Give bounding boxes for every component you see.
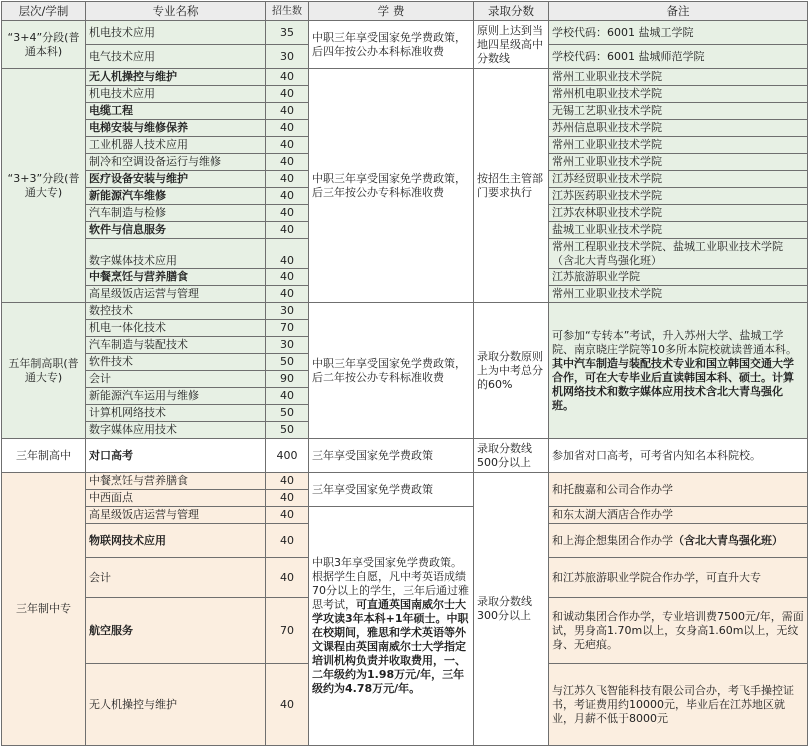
count-cell: 40 xyxy=(266,239,309,269)
major-cell: 医疗设备安装与维护 xyxy=(86,171,266,188)
count-cell: 40 xyxy=(266,524,309,558)
major-cell: 会计 xyxy=(86,558,266,598)
major-cell: 中餐烹饪与营养膳食 xyxy=(86,473,266,490)
count-cell: 40 xyxy=(266,222,309,239)
header-major: 专业名称 xyxy=(86,2,266,21)
note-text: 和上海企想集团合作办学 xyxy=(552,533,673,547)
note-cell: 和江苏旅游职业学院合作办学，可直升大专 xyxy=(549,558,808,598)
major-cell: 软件技术 xyxy=(86,354,266,371)
fee-text: 中职3年享受国家免学费政策。根据学生自愿，凡中考英语成绩70分以上的学生，三年后通过雅思考试， xyxy=(312,556,469,611)
note-cell xyxy=(549,303,808,439)
note-cell: 苏州信息职业技术学院 xyxy=(549,120,808,137)
major-cell: 新能源汽车运用与维修 xyxy=(86,388,266,405)
note-cell: 江苏医药职业技术学院 xyxy=(549,188,808,205)
count-cell: 35 xyxy=(266,21,309,45)
major-cell: 数字媒体技术应用 xyxy=(86,239,266,269)
note-cell: 常州工程职业技术学院、盐城工业职业技术学院（含北大青鸟强化班） xyxy=(549,239,808,269)
count-cell: 40 xyxy=(266,269,309,286)
fee-cell: 三年享受国家免学费政策 xyxy=(309,473,474,507)
major-cell: 制冷和空调设备运行与维修 xyxy=(86,154,266,171)
major-cell: 计算机网络技术 xyxy=(86,405,266,422)
score-cell: 录取分数线500分以上 xyxy=(474,439,549,473)
table-row xyxy=(2,507,808,524)
level-cell: 三年制高中 xyxy=(2,439,86,473)
count-cell: 40 xyxy=(266,137,309,154)
major-cell: 高星级饭店运营与管理 xyxy=(86,286,266,303)
count-cell: 40 xyxy=(266,205,309,222)
level-cell: “3+4”分段(普通本科) xyxy=(2,21,86,69)
note-cell: 常州工业职业技术学院 xyxy=(549,154,808,171)
fee-cell xyxy=(309,507,474,746)
note-cell: 学校代码：6001 盐城工学院 xyxy=(549,21,808,45)
count-cell: 70 xyxy=(266,320,309,337)
major-cell: 新能源汽车维修 xyxy=(86,188,266,205)
note-cell: 江苏经贸职业技术学院 xyxy=(549,171,808,188)
major-cell: 中西面点 xyxy=(86,490,266,507)
table-row xyxy=(2,439,808,473)
major-cell: 电气技术应用 xyxy=(86,45,266,69)
major-cell: 机电一体化技术 xyxy=(86,320,266,337)
table-row xyxy=(2,69,808,86)
count-cell: 40 xyxy=(266,154,309,171)
count-cell: 30 xyxy=(266,45,309,69)
note-cell: 江苏旅游职业学院 xyxy=(549,269,808,286)
count-cell: 40 xyxy=(266,507,309,524)
header-count: 招生数 xyxy=(266,2,309,21)
note-cell: 学校代码：6001 盐城师范学院 xyxy=(549,45,808,69)
major-cell: 数控技术 xyxy=(86,303,266,320)
table-row xyxy=(2,303,808,320)
fee-cell: 中职三年享受国家免学费政策，后四年按公办本科标准收费 xyxy=(309,21,474,69)
count-cell: 40 xyxy=(266,188,309,205)
major-cell: 中餐烹饪与营养膳食 xyxy=(86,269,266,286)
count-cell: 40 xyxy=(266,388,309,405)
note-cell: 常州工业职业技术学院 xyxy=(549,69,808,86)
header-score: 录取分数 xyxy=(474,2,549,21)
level-cell: 三年制中专 xyxy=(2,473,86,746)
count-cell: 30 xyxy=(266,303,309,320)
note-cell: 常州工业职业技术学院 xyxy=(549,137,808,154)
score-cell: 录取分数原则上为中考总分的60% xyxy=(474,303,549,439)
fee-highlight: 可直通英国南威尔士大学攻读3年本科+1年硕士。中职在校期间，雅思和学术英语等外文课程由英国南威尔士大学指定培训机构负责并收取费用，一、二年级约为1.98万元/年，三年级约为4.78万元/年。 xyxy=(312,598,469,695)
note-cell: 常州机电职业技术学院 xyxy=(549,86,808,103)
fee-cell: 中职三年享受国家免学费政策，后三年按公办专科标准收费 xyxy=(309,69,474,303)
major-cell: 物联网技术应用 xyxy=(86,524,266,558)
score-cell: 原则上达到当地四星级高中分数线 xyxy=(474,21,549,69)
major-cell: 会计 xyxy=(86,371,266,388)
major-cell: 机电技术应用 xyxy=(86,86,266,103)
count-cell: 40 xyxy=(266,171,309,188)
major-cell: 工业机器人技术应用 xyxy=(86,137,266,154)
level-cell: 五年制高职(普通大专) xyxy=(2,303,86,439)
note-text: 可参加“专转本”考试，升入苏州大学、盐城工学院、南京晓庄学院等10多所本院校就读普通本科。 xyxy=(552,328,797,356)
note-cell: 和托馥嘉和公司合作办学 xyxy=(549,473,808,507)
table-row xyxy=(2,473,808,490)
count-cell: 40 xyxy=(266,120,309,137)
header-row xyxy=(2,2,808,21)
score-cell: 按招生主管部门要求执行 xyxy=(474,69,549,303)
header-level: 层次/学制 xyxy=(2,2,86,21)
header-fee: 学 费 xyxy=(309,2,474,21)
note-cell: 无锡工艺职业技术学院 xyxy=(549,103,808,120)
count-cell: 40 xyxy=(266,69,309,86)
count-cell: 400 xyxy=(266,439,309,473)
count-cell: 30 xyxy=(266,337,309,354)
count-cell: 50 xyxy=(266,405,309,422)
level-cell: “3+3”分段(普通大专) xyxy=(2,69,86,303)
note-cell: 常州工业职业技术学院 xyxy=(549,286,808,303)
count-cell: 40 xyxy=(266,286,309,303)
major-cell: 对口高考 xyxy=(86,439,266,473)
note-highlight: 其中汽车制造与装配技术专业和国立韩国交通大学合作，可在大专毕业后直读韩国本科、硕士。计算机网络技术和数字媒体应用技术含北大青鸟强化班。 xyxy=(552,356,794,412)
count-cell: 70 xyxy=(266,598,309,664)
major-cell: 软件与信息服务 xyxy=(86,222,266,239)
note-cell: 江苏农林职业技术学院 xyxy=(549,205,808,222)
note-cell: 和东太湖大酒店合作办学 xyxy=(549,507,808,524)
count-cell: 40 xyxy=(266,664,309,746)
count-cell: 90 xyxy=(266,371,309,388)
major-cell: 无人机操控与维护 xyxy=(86,664,266,746)
count-cell: 40 xyxy=(266,103,309,120)
fee-cell: 三年享受国家免学费政策 xyxy=(309,439,474,473)
fee-cell: 中职三年享受国家免学费政策，后二年按公办专科标准收费 xyxy=(309,303,474,439)
major-cell: 无人机操控与维护 xyxy=(86,69,266,86)
major-cell: 机电技术应用 xyxy=(86,21,266,45)
note-cell: 与江苏久飞智能科技有限公司合办，考飞手操控证书，考证费用约10000元，毕业后在江苏地区就业，月薪不低于8000元 xyxy=(549,664,808,746)
table-row xyxy=(2,21,808,45)
major-cell: 电缆工程 xyxy=(86,103,266,120)
major-cell: 高星级饭店运营与管理 xyxy=(86,507,266,524)
major-cell: 汽车制造与装配技术 xyxy=(86,337,266,354)
major-cell: 航空服务 xyxy=(86,598,266,664)
score-cell: 录取分数线300分以上 xyxy=(474,473,549,746)
major-cell: 数字媒体应用技术 xyxy=(86,422,266,439)
count-cell: 40 xyxy=(266,558,309,598)
major-cell: 电梯安装与维修保养 xyxy=(86,120,266,137)
note-highlight: （含北大青鸟强化班） xyxy=(673,533,783,547)
count-cell: 40 xyxy=(266,490,309,507)
note-cell: 和诚动集团合作办学，专业培训费7500元/年，需面试，男身高1.70m以上，女身高1.60m以上，无纹身、无疤痕。 xyxy=(549,598,808,664)
count-cell: 40 xyxy=(266,473,309,490)
note-cell xyxy=(549,524,808,558)
note-cell: 盐城工业职业技术学院 xyxy=(549,222,808,239)
count-cell: 50 xyxy=(266,354,309,371)
note-cell: 参加省对口高考，可考省内知名本科院校。 xyxy=(549,439,808,473)
enrollment-table xyxy=(1,1,808,746)
count-cell: 50 xyxy=(266,422,309,439)
count-cell: 40 xyxy=(266,86,309,103)
header-note: 备注 xyxy=(549,2,808,21)
major-cell: 汽车制造与检修 xyxy=(86,205,266,222)
